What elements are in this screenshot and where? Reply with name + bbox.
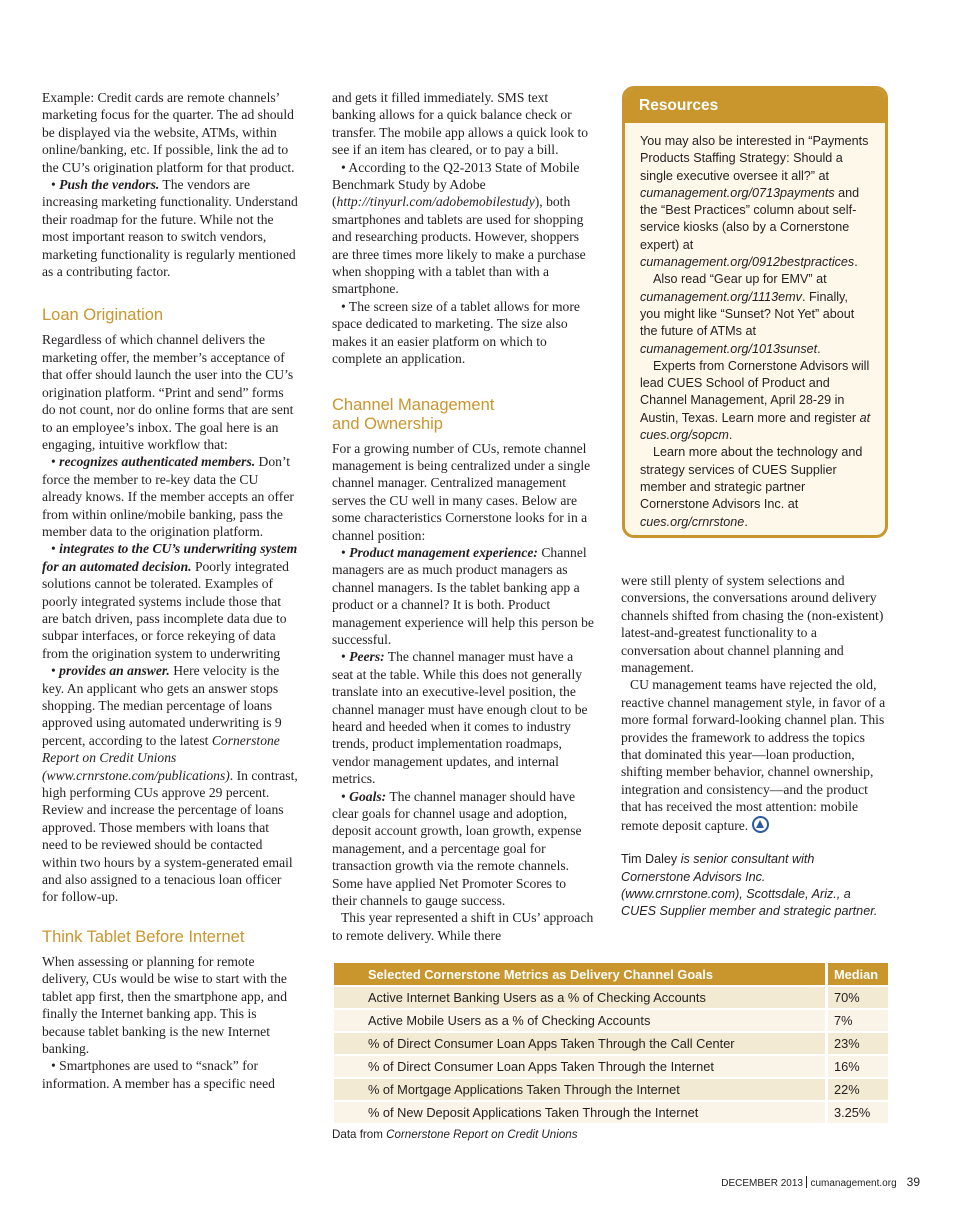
heading-loan-origination: Loan Origination — [42, 306, 164, 325]
resources-title: Resources — [625, 89, 885, 123]
table-row — [334, 1077, 888, 1100]
resources-text: . — [744, 514, 748, 529]
bullet-lead: Goals: — [349, 788, 387, 804]
paragraph — [621, 676, 887, 834]
column-1 — [42, 89, 298, 1092]
bullet-text: The channel manager must have a seat at the table. While this does not generally translate into an executive-level position, the channel manager must have enough clout to be heard and heeded when it comes to industry trends, product implementation roadmaps, vendor management updates, and internal metrics. — [332, 649, 588, 787]
footer-divider — [806, 1176, 808, 1188]
metric-cell: % of Direct Consumer Loan Apps Taken Through the Call Center — [334, 1031, 825, 1054]
header-metric: Selected Cornerstone Metrics as Delivery Channel Goals — [334, 963, 825, 985]
heading-line: Channel Management — [332, 395, 495, 414]
resources-text: . Finally, you might like “Sunset? Not Yet” about the future of ATMs at — [640, 289, 855, 339]
best-practices-link[interactable]: cumanagement.org/0912bestpractices — [640, 255, 855, 270]
resources-text: and the “Best Practices” column about self-service kiosks (also by a Cornerstone expert) at — [640, 185, 860, 252]
metrics-table — [334, 963, 888, 1123]
heading-line: and Ownership — [332, 414, 443, 433]
bullet-text: ), both smartphones and tablets are used for shopping and researching products. However, shoppers are three times more likely to make a purchase when shopping with a tablet than with a smartphone. — [332, 194, 586, 297]
bullet-product-management: • Product management experience: Channel managers are as much product managers as channel managers. Is the tablet banking app a product or a channel? It is both. Product management experience will help this person be successful. — [332, 544, 594, 647]
resources-text: Learn more about the technology and strategy services of CUES Supplier member and strategic partner Cornerstone Advisors Inc. at — [640, 445, 863, 512]
emv-link[interactable]: cumanagement.org/1113emv — [640, 289, 802, 304]
bullet-text: • According to the Q2-2013 State of Mobile Benchmark Study by Adobe ( — [332, 159, 580, 210]
table-row — [334, 1008, 888, 1031]
resources-body — [625, 123, 885, 531]
bullet-smartphones: • Smartphones are used to “snack” for information. A member has a specific need — [42, 1058, 275, 1091]
paragraph: This year represented a shift in CUs’ approach to remote delivery. While there — [332, 910, 594, 943]
issue-date: DECEMBER 2013 — [721, 1178, 803, 1189]
table-row — [334, 1100, 888, 1123]
citation-link[interactable]: Cornerstone Report on Credit Unions (www.crnrstone.com/publications) — [42, 732, 280, 783]
bullet-text: Channel managers are as much product managers as channel managers. Is the tablet banking app a product or a channel? It is both. Product management experience will help this person be successful. — [332, 544, 594, 647]
table-row — [334, 985, 888, 1008]
page-number: 39 — [906, 1175, 920, 1189]
column-3 — [621, 572, 887, 921]
table-caption — [332, 1128, 578, 1141]
resources-text: You may also be interested in “Payments Products Staffing Strategy: Should a single executive oversee it all?” at — [640, 134, 869, 183]
metric-cell: % of New Deposit Applications Taken Through the Internet — [334, 1100, 825, 1123]
paragraph: Regardless of which channel delivers the marketing offer, the member’s acceptance of that offer should launch the user into the CU’s origination platform. “Print and send” forms do not count, nor do online forms that are sent to an employee’s inbox. The goal here is an engaging, intuitive workflow that: — [42, 332, 294, 452]
table-row — [334, 1031, 888, 1054]
bullet-text: The channel manager should have clear goals for channel usage and adoption, deposit account growth, loan growth, expense management, and a percentage goal for transaction growth via the remote channels. Some have applied Net Promoter Scores to their channels to gauge success. — [332, 788, 582, 909]
metric-cell: % of Mortgage Applications Taken Through the Internet — [334, 1077, 825, 1100]
paragraph-text: CU management teams have rejected the old, reactive channel management style, in favor of a more formal forward-looking channel plan. This provides the framework to address the topics that dominated this year—loan production, shifting member behavior, channel ownership, integration and consistency—and the product that has received the most attention: mobile remote deposit capture. — [621, 677, 886, 833]
metric-cell: Active Internet Banking Users as a % of Checking Accounts — [334, 985, 825, 1008]
table-header-row — [334, 963, 888, 985]
bullet-text: Poorly integrated solutions cannot be tolerated. Examples of poorly integrated systems include those that are batch driven, pass incomplete data due to subpar interfaces, or force rekeying of data from the origination system to underwriting — [42, 558, 289, 661]
author-bio: is senior consultant with Cornerstone Advisors Inc. (www.crnrstone.com), Scottsdale, Ariz., a CUES Supplier member and strategic partner. — [621, 852, 878, 919]
paragraph: Example: Credit cards are remote channels’ marketing focus for the quarter. The ad should be displayed via the website, ATMs, within online/banking, etc. If possible, link the ad to the CU’s origination platform for that product. — [42, 90, 295, 175]
bullet-recognizes: • recognizes authenticated members. Don’t force the member to re-key data the CU already knows. If the member accepts an offer from within online/mobile banking, pass the member data to the origination platform. — [42, 454, 294, 539]
author-name: Tim Daley — [621, 852, 678, 867]
bullet-lead: integrates to the CU’s underwriting system for an automated decision. — [42, 541, 298, 574]
median-cell: 7% — [825, 1008, 888, 1031]
site-link[interactable]: cumanagement.org — [810, 1178, 897, 1189]
paragraph: For a growing number of CUs, remote channel management is being centralized under a single channel manager. Centralized management serves the CU well in many cases. Below are some characteristics Cornerstone looks for in a channel position: — [332, 440, 591, 543]
metric-cell: Active Mobile Users as a % of Checking Accounts — [334, 1008, 825, 1031]
sopcm-link[interactable]: at cues.org/sopcm — [640, 410, 871, 443]
resources-paragraph — [640, 444, 871, 530]
bullet-goals: • Goals: The channel manager should have clear goals for channel usage and adoption, deposit account growth, loan growth, expense management, and a percentage goal for transaction growth via the remote channels. Some have applied Net Promoter Scores to their channels to gauge success. — [332, 788, 582, 909]
resources-box — [622, 86, 888, 538]
caption-source: Cornerstone Report on Credit Unions — [386, 1128, 578, 1141]
bullet-text: The vendors are increasing marketing functionality. Understand their roadmap for the future. While not the most important reason to switch vendors, marketing functionality is regularly mentioned as a contributing factor. — [42, 177, 298, 280]
paragraph: and gets it filled immediately. SMS text banking allows for a quick balance check or transfer. The mobile app allows a quick look to see if an item has cleared, or to pay a bill. — [332, 90, 589, 158]
median-cell: 22% — [825, 1077, 888, 1100]
bullet-lead: recognizes authenticated members. — [59, 454, 256, 470]
header-median: Median — [825, 963, 888, 985]
bullet-lead: Push the vendors. — [59, 177, 160, 193]
bullet-provides-answer: • provides an answer. Here velocity is the key. An applicant who gets an answer stops shopping. The median percentage of loans approved using automated underwriting is 9 percent, according to the latest Cornerstone Report on Credit Unions (www.crnrstone.com/publications). In contrast, high performing CUs approve 29 percent. Review and increase the percentage of loans approved. Those members with loans that need to be reviewed should be contacted within two hours by a system-generated email and also assigned to a tenacious loan officer for follow-up. — [42, 663, 298, 905]
caption-text: Data from — [332, 1128, 387, 1141]
cues-logo-icon — [752, 816, 769, 833]
bullet-text: . In contrast, high performing CUs approve 29 percent. Review and increase the percentage of loans approved. Those members with loans that need to be reviewed should be contacted within two hours by a system-generated email and also assigned to a tenacious loan officer for follow-up. — [42, 767, 298, 905]
resources-text: Also read “Gear up for EMV” at — [653, 272, 827, 287]
heading-think-tablet: Think Tablet Before Internet — [42, 927, 245, 946]
median-cell: 3.25% — [825, 1100, 888, 1123]
median-cell: 16% — [825, 1054, 888, 1077]
sunset-link[interactable]: cumanagement.org/1013sunset — [640, 341, 818, 356]
table-row — [334, 1054, 888, 1077]
resources-text: . — [854, 255, 858, 270]
resources-paragraph — [640, 358, 871, 444]
metric-cell: % of Direct Consumer Loan Apps Taken Through the Internet — [334, 1054, 825, 1077]
paragraph: were still plenty of system selections and conversions, the conversations around delivery channels shifted from chasing the (non-existent) latest-and-greatest functionality to a conversation about channel planning and management. — [621, 573, 884, 676]
heading-channel-management — [332, 396, 594, 434]
median-cell: 70% — [825, 985, 888, 1008]
adobe-study-link[interactable]: http://tinyurl.com/adobemobilestudy — [336, 194, 535, 210]
bullet-push-vendors: • Push the vendors. The vendors are increasing marketing functionality. Understand their roadmap for the future. While not the most important reason to switch vendors, marketing functionality is regularly mentioned as a contributing factor. — [42, 177, 298, 280]
bullet-lead: provides an answer. — [59, 663, 170, 679]
column-2 — [332, 89, 594, 944]
bullet-peers: • Peers: The channel manager must have a seat at the table. While this does not generally translate into an executive-level position, the channel manager must have enough clout to be heard and heeded when it comes to industry trends, product implementation roadmaps, vendor management updates, and internal metrics. — [332, 649, 588, 787]
bullet-lead: Product management experience: — [349, 544, 538, 560]
bullet-adobe — [332, 159, 594, 298]
resources-text: Experts from Cornerstone Advisors will lead CUES School of Product and Channel Management, April 28-29 in Austin, Texas. Learn more and register — [640, 358, 870, 425]
bullet-text: Here velocity is the key. An applicant who gets an answer stops shopping. The median percentage of loans approved using automated underwriting is 9 percent, according to the latest — [42, 663, 282, 748]
resources-paragraph — [640, 133, 871, 271]
author-byline — [621, 851, 887, 921]
bullet-integrates: • integrates to the CU’s underwriting system for an automated decision. Poorly integrated solutions cannot be tolerated. Examples of poorly integrated systems include those that are batch driven, pass incomplete data due to subpar interfaces, or force rekeying of data from the origination system to underwriting — [42, 541, 298, 661]
payments-link[interactable]: cumanagement.org/0713payments — [640, 185, 835, 200]
page-footer — [721, 1175, 920, 1189]
bullet-text: Don’t force the member to re-key data the CU already knows. If the member accepts an offer from within online/mobile banking, pass the member data to the origination platform. — [42, 454, 294, 539]
resources-paragraph — [640, 271, 871, 357]
median-cell: 23% — [825, 1031, 888, 1054]
resources-text: . — [817, 341, 821, 356]
bullet-lead: Peers: — [349, 649, 385, 665]
crnrstone-link[interactable]: cues.org/crnrstone — [640, 514, 745, 529]
paragraph: When assessing or planning for remote delivery, CUs would be wise to start with the tablet app first, then the smartphone app, and finally the Internet banking app. This is because tablet banking is the new Internet banking. — [42, 953, 287, 1056]
bullet-screen-size: • The screen size of a tablet allows for more space dedicated to marketing. The size also makes it an easier platform on which to complete an application. — [332, 298, 580, 367]
resources-text: . — [728, 428, 733, 443]
